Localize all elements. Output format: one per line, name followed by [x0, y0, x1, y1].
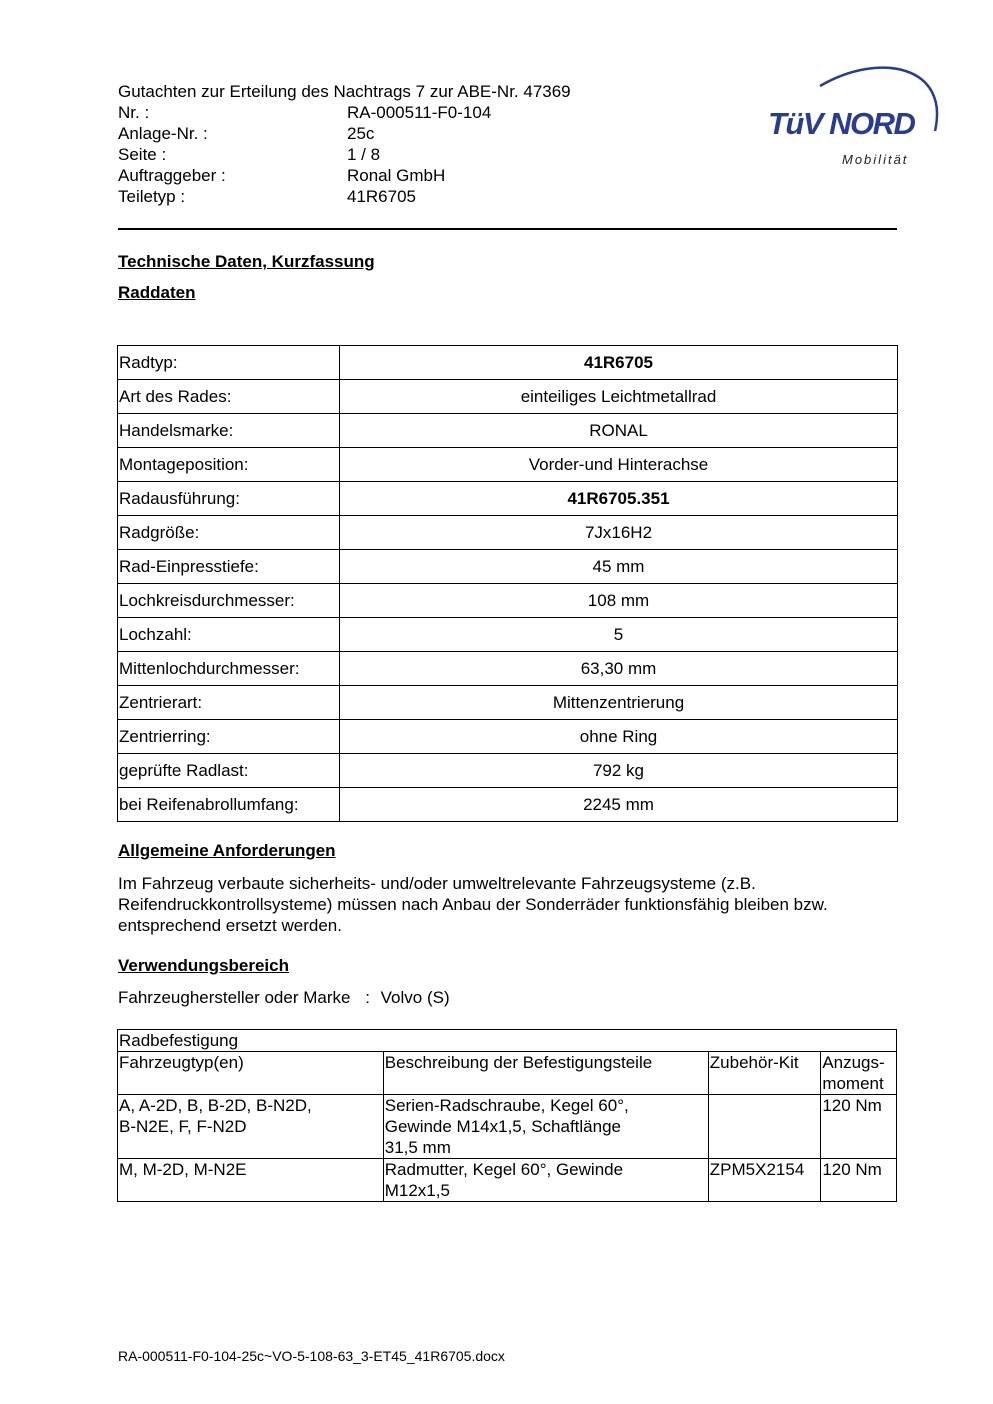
table-row — [118, 380, 898, 414]
raddaten-key: Zentrierring: — [118, 720, 340, 754]
header-row-value: Ronal GmbH — [347, 166, 446, 185]
raddaten-value: 2245 mm — [340, 788, 898, 822]
table-row — [118, 1095, 897, 1159]
table-row — [118, 516, 898, 550]
document-header — [118, 81, 571, 207]
befestigung-cell: A, A-2D, B, B-2D, B-N2D, B-N2E, F, F-N2D — [118, 1095, 384, 1159]
raddaten-value: RONAL — [340, 414, 898, 448]
raddaten-key: Radtyp: — [118, 346, 340, 380]
header-row-key: Anlage-Nr. : — [118, 124, 208, 143]
table-row — [118, 414, 898, 448]
raddaten-key: Art des Rades: — [118, 380, 340, 414]
raddaten-value: 108 mm — [340, 584, 898, 618]
raddaten-value: ohne Ring — [340, 720, 898, 754]
header-row-key: Seite : — [118, 145, 167, 164]
raddaten-value: Mittenzentrierung — [340, 686, 898, 720]
raddaten-value: 41R6705 — [340, 346, 898, 380]
raddaten-value: 792 kg — [340, 754, 898, 788]
header-title: Gutachten zur Erteilung des Nachtrags 7 zur ABE-Nr. 47369 — [118, 82, 571, 101]
raddaten-key: Radgröße: — [118, 516, 340, 550]
raddaten-key: geprüfte Radlast: — [118, 754, 340, 788]
header-row — [118, 165, 571, 186]
raddaten-key: Mittenlochdurchmesser: — [118, 652, 340, 686]
raddaten-key: bei Reifenabrollumfang: — [118, 788, 340, 822]
table-row — [118, 686, 898, 720]
table-row — [118, 618, 898, 652]
heading-allgemein: Allgemeine Anforderungen — [118, 841, 336, 860]
raddaten-table — [117, 345, 898, 822]
header-row — [118, 102, 571, 123]
header-row — [118, 186, 571, 207]
header-divider — [118, 228, 897, 230]
header-row-key: Teiletyp : — [118, 187, 186, 206]
hersteller-value: Volvo (S) — [380, 988, 450, 1007]
header-row-value: 41R6705 — [347, 187, 417, 206]
radbefestigung-title: Radbefestigung — [118, 1030, 897, 1052]
heading-technical: Technische Daten, Kurzfassung — [118, 252, 375, 271]
heading-raddaten: Raddaten — [118, 283, 196, 302]
heading-verwendung: Verwendungsbereich — [118, 956, 289, 975]
table-row — [118, 788, 898, 822]
befestigung-cell: M, M-2D, M-N2E — [118, 1159, 384, 1202]
raddaten-value: 7Jx16H2 — [340, 516, 898, 550]
header-row-value: 25c — [347, 124, 375, 143]
header-row-value: RA-000511-F0-104 — [347, 103, 492, 122]
table-row — [118, 346, 898, 380]
table-row — [118, 584, 898, 618]
hersteller-sep: : — [365, 988, 370, 1007]
raddaten-value: Vorder-und Hinterachse — [340, 448, 898, 482]
raddaten-value: 5 — [340, 618, 898, 652]
raddaten-key: Zentrierart: — [118, 686, 340, 720]
befestigung-cell: Beschreibung der Befestigungsteile — [383, 1052, 708, 1095]
header-row-value: 1 / 8 — [347, 145, 381, 164]
footer-filename: RA-000511-F0-104-25c~VO-5-108-63_3-ET45_41R6705.docx — [118, 1348, 505, 1364]
table-row — [118, 720, 898, 754]
raddaten-key: Montageposition: — [118, 448, 340, 482]
header-row-key: Nr. : — [118, 103, 150, 122]
allgemein-text: Im Fahrzeug verbaute sicherheits- und/oder umweltrelevante Fahrzeugsysteme (z.B. Reifendruckkontrollsysteme) müssen nach Anbau der Sonderräder funktionsfähig bleiben bzw. entsprechend ersetzt werden. — [118, 874, 828, 935]
befestigung-cell: Radmutter, Kegel 60°, Gewinde M12x1,5 — [383, 1159, 708, 1202]
raddaten-value: 63,30 mm — [340, 652, 898, 686]
raddaten-key: Radausführung: — [118, 482, 340, 516]
header-rows — [118, 102, 571, 207]
raddaten-key: Handelsmarke: — [118, 414, 340, 448]
befestigung-cell — [708, 1095, 821, 1159]
table-row — [118, 1159, 897, 1202]
tuv-nord-logo — [760, 56, 945, 176]
table-row — [118, 550, 898, 584]
befestigung-cell: Anzugs- moment — [821, 1052, 897, 1095]
header-row-key: Auftraggeber : — [118, 166, 226, 185]
raddaten-key: Lochzahl: — [118, 618, 340, 652]
befestigung-cell: 120 Nm — [821, 1159, 897, 1202]
logo-subtitle: Mobilität — [842, 152, 909, 167]
hersteller-label: Fahrzeughersteller oder Marke — [118, 988, 351, 1007]
radbefestigung-table — [117, 1029, 897, 1202]
befestigung-cell: Fahrzeugtyp(en) — [118, 1052, 384, 1095]
befestigung-cell: ZPM5X2154 — [708, 1159, 821, 1202]
raddaten-key: Rad-Einpresstiefe: — [118, 550, 340, 584]
table-row — [118, 482, 898, 516]
raddaten-key: Lochkreisdurchmesser: — [118, 584, 340, 618]
raddaten-value: 45 mm — [340, 550, 898, 584]
header-row — [118, 123, 571, 144]
hersteller-line — [118, 988, 450, 1008]
raddaten-value: einteiliges Leichtmetallrad — [340, 380, 898, 414]
logo-wordmark: TüV NORD — [768, 106, 915, 141]
table-row — [118, 754, 898, 788]
table-row — [118, 652, 898, 686]
befestigung-cell: Zubehör-Kit — [708, 1052, 821, 1095]
header-row — [118, 144, 571, 165]
befestigung-cell: 120 Nm — [821, 1095, 897, 1159]
table-row — [118, 448, 898, 482]
befestigung-cell: Serien-Radschraube, Kegel 60°, Gewinde M14x1,5, Schaftlänge 31,5 mm — [383, 1095, 708, 1159]
raddaten-value: 41R6705.351 — [340, 482, 898, 516]
befestigung-header-row — [118, 1052, 897, 1095]
